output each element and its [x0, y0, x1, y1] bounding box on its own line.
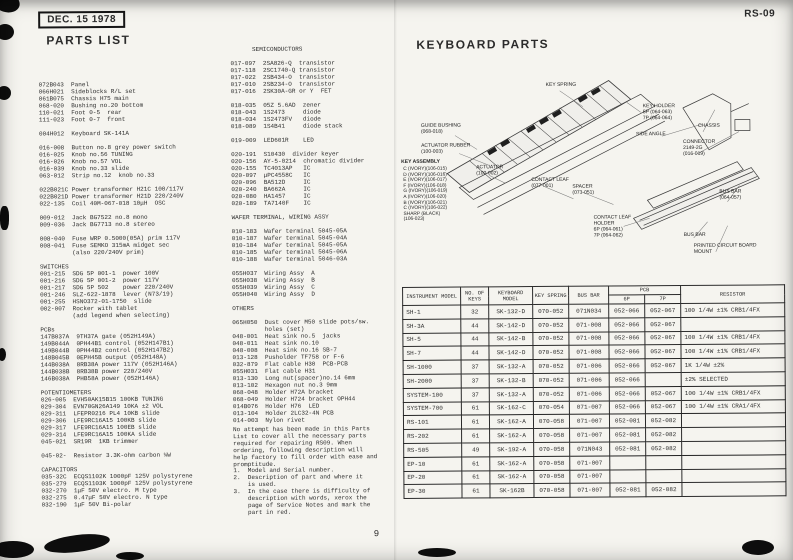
- col-header-resistor: RESISTOR: [681, 285, 785, 304]
- label-bus-bar-1: [719, 190, 741, 202]
- parts-line: 001-246 SLZ-622-1878 lever (N73/19): [40, 290, 174, 299]
- cell-no-of-keys: 61: [461, 401, 489, 415]
- cell-pcb-7p: 052-067: [645, 304, 681, 318]
- parts-line: 055H038 Wiring Assy B: [231, 276, 315, 285]
- table-row: [404, 482, 786, 498]
- cell-resistor: 1K 1/4W ±2%: [681, 358, 785, 373]
- label-line: CONTACT LEAF: [593, 214, 632, 221]
- cell-pcb-6p: 052-081: [609, 414, 645, 428]
- cell-pcb-6p: 052-066: [609, 304, 645, 318]
- cell-key-spring: 070-058: [534, 428, 570, 442]
- parts-line: 013-104 Holder 2LC32-4N PCB: [232, 409, 334, 418]
- label-key-assembly-list: [403, 167, 447, 223]
- parts-line: 061B075 Chassis H75 main: [38, 94, 129, 103]
- cell-keyboard-model: SK-142-B: [489, 332, 533, 346]
- parts-line: 065H050 Dust cover M50 slide pots/sw.: [232, 318, 370, 327]
- cell-pcb-7p: 052-067: [645, 400, 681, 414]
- label-contact-leaf-holder: [594, 215, 632, 239]
- parts-line: 048-001 Heat sink no.5 jacks: [232, 332, 341, 341]
- cell-key-spring: 070-058: [533, 415, 569, 429]
- cell-keyboard-model: SK-162-A: [490, 429, 534, 443]
- label-line: CONTACT LEAF: [531, 176, 569, 184]
- cell-pcb-6p: 052-066: [609, 373, 645, 387]
- parts-line: 022B021C Power transformer H21C 100/117V: [39, 185, 184, 194]
- parts-line: 035-32C ECQS1102K 1000pF 125V polystyrene: [41, 472, 193, 481]
- label-line: (100-003): [421, 148, 443, 155]
- cell-resistor: [682, 468, 786, 483]
- keyboard-parts-title: KEYBOARD PARTS: [416, 36, 550, 52]
- cell-bus-bar: 071-008: [569, 318, 609, 332]
- cell-instrument-model: RS-101: [403, 415, 461, 429]
- parts-line: 020-097 μPC4558C IC: [231, 171, 311, 180]
- parts-line: 017-097 2SA826-Q transistor: [230, 59, 335, 68]
- parts-line: 016-039 Knob no.33 slide: [39, 164, 130, 173]
- parts-line: (also 220/240V prim): [39, 248, 145, 257]
- cell-key-spring: 070-058: [534, 470, 570, 484]
- page-number: 9: [373, 529, 380, 540]
- parts-line: 010-183 Wafer terminal 5045-05A: [231, 227, 347, 236]
- cell-pcb-7p: 052-067: [645, 359, 681, 373]
- cell-key-spring: 070-052: [533, 346, 569, 360]
- cell-pcb-6p: 052-066: [609, 318, 645, 332]
- parts-line: 068-020 Bushing no.20 bottom: [38, 101, 144, 110]
- cell-resistor: 100 1/4W ±1% CRB1/4FX: [681, 303, 785, 318]
- cell-instrument-model: EP-10: [404, 457, 462, 471]
- cell-instrument-model: SH-7: [403, 346, 461, 360]
- col-header-pcb-7p: 7P: [645, 295, 681, 304]
- parts-line: 001-255 HSNO372-01-1750 slide: [40, 297, 152, 306]
- parts-line: 001-216 SDG 5P 001-2 power 117V: [39, 276, 159, 285]
- parts-line: 147B037A 9TH37A gate (052H149A): [40, 332, 156, 341]
- parts-line: 013-102 Hexagon nut no.3 9mm: [232, 381, 338, 390]
- cell-bus-bar: 071N034: [569, 304, 609, 318]
- cell-no-of-keys: 61: [462, 457, 490, 471]
- parts-line: PCBs: [40, 326, 55, 334]
- col-header-pcb-6p: 6P: [609, 295, 645, 304]
- label-key-spring: KEY SPRING: [545, 81, 577, 88]
- parts-line: 149B044A 0PH44B1 control (052H147B1): [40, 339, 174, 348]
- cell-resistor: [681, 317, 785, 332]
- cell-keyboard-model: SK-162-A: [490, 470, 534, 484]
- cell-keyboard-model: SK-162-A: [490, 456, 534, 470]
- label-bus-bar-2: BUS BAR: [683, 231, 706, 238]
- parts-line: SEMICONDUCTORS: [230, 45, 303, 54]
- parts-line: 017-022 2SB434-O transistor: [230, 73, 336, 82]
- note-line: No attempt has been made in this Parts: [233, 425, 370, 434]
- cell-keyboard-model: SK-132-D: [489, 305, 533, 319]
- note-line: 2. Description of part and where it: [233, 473, 364, 482]
- label-contact-leaf: [531, 178, 569, 190]
- cell-pcb-7p: 052-067: [645, 317, 681, 331]
- scan-artifact-blob: [0, 206, 9, 230]
- parts-line: 010-188 Wafer terminal 5046-03A: [231, 255, 348, 264]
- parts-line: 066H021 Sideblocks R/L set: [38, 87, 136, 96]
- parts-line: 001-217 SDG 5P 502 power 220/240V: [40, 283, 174, 292]
- label-spacer: [572, 185, 594, 197]
- cell-no-of-keys: 37: [461, 374, 489, 388]
- cell-bus-bar: 071-007: [569, 414, 609, 428]
- parts-line: 002-007 Rocker with tablet: [40, 304, 138, 313]
- parts-line: POTENTIOMETERS: [40, 389, 92, 397]
- cell-pcb-6p: 052-066: [609, 387, 645, 401]
- cell-pcb-7p: [646, 455, 682, 469]
- col-header-instrument-model: INSTRUMENT MODEL: [403, 287, 461, 305]
- label-line: PRINTED CIRCUIT BOARD: [693, 242, 757, 249]
- parts-line: 068-048 Holder H72A bracket: [232, 388, 334, 397]
- cell-no-of-keys: 44: [461, 332, 489, 346]
- cell-keyboard-model: SK-162-A: [489, 415, 533, 429]
- cell-key-spring: 070-052: [533, 359, 569, 373]
- parts-line: 068-049 Holder H724 bracket OPH44: [232, 395, 356, 404]
- parts-line: 063-012 Strip no.12 knob no.33: [39, 171, 155, 180]
- note-line: List to cover all the necessary parts: [233, 432, 367, 441]
- cell-bus-bar: 071-008: [569, 345, 609, 359]
- parts-line: 013-130 Long nut(spacer)no.14 6mm: [232, 374, 356, 383]
- cell-bus-bar: 071-008: [569, 332, 609, 346]
- cell-resistor: ±2% SELECTED: [681, 372, 785, 387]
- cell-bus-bar: 071-006: [569, 387, 609, 401]
- parts-line: 008-040 Fuse WRP 0.5000(05A) prim 117V: [39, 234, 181, 243]
- cell-pcb-7p: 052-067: [645, 345, 681, 359]
- label-side-angle: SIDE ANGLE: [635, 131, 666, 138]
- parts-line: 019-009 LED601R LED: [230, 136, 314, 145]
- cell-bus-bar: 071-007: [570, 483, 610, 497]
- label-line: ACTUATOR RUBBER: [421, 142, 471, 149]
- cell-pcb-7p: 052-067: [645, 331, 681, 345]
- parts-line: 020-155 TC4013AP IC: [231, 164, 311, 173]
- parts-line: 148B045B 0EPH45B output (052H148A): [40, 353, 167, 362]
- cell-keyboard-model: SK-142-D: [489, 318, 533, 332]
- parts-line: 072B043 Panel: [38, 81, 90, 89]
- label-line: MOUNT: [693, 248, 713, 255]
- cell-no-of-keys: 61: [462, 484, 490, 498]
- label-chassis: CHASSIS: [697, 122, 720, 129]
- col-header-key-spring: KEY SPRING: [533, 286, 569, 304]
- cell-bus-bar: 071-006: [569, 359, 609, 373]
- parts-line: CAPACITORS: [41, 466, 78, 474]
- parts-line: 020-191 S10430 divider keyer: [231, 150, 340, 159]
- cell-bus-bar: 071N043: [570, 442, 610, 456]
- note-line: part in red.: [233, 508, 292, 517]
- label-line: (077-001): [531, 182, 554, 189]
- cell-keyboard-model: SK-132-A: [489, 360, 533, 374]
- cell-instrument-model: SH-5: [403, 333, 461, 347]
- parts-line: 029-304 EVN70GN26A149 10KA ±2 VOL: [40, 402, 164, 411]
- cell-no-of-keys: 61: [461, 415, 489, 429]
- cell-resistor: [682, 427, 786, 442]
- parts-line: 020-156 AY-5-0214 chromatic divider: [231, 157, 365, 166]
- cell-instrument-model: EP-30: [404, 484, 462, 498]
- cell-no-of-keys: 44: [461, 319, 489, 333]
- label-line: 5P (064-063): [642, 108, 672, 116]
- parts-line: 014B076 Holder H76 LED: [232, 402, 320, 411]
- parts-line: 048-008 Heat sink no.16 SB-7: [232, 346, 337, 355]
- cell-keyboard-model: SK-132-B: [489, 374, 533, 388]
- cell-key-spring: 070-052: [533, 387, 569, 401]
- cell-no-of-keys: 37: [461, 360, 489, 374]
- parts-list-title: PARTS LIST: [46, 32, 131, 48]
- cell-instrument-model: EP-20: [404, 471, 462, 485]
- cell-instrument-model: SYSTEM-100: [403, 388, 461, 402]
- parts-line: 035-279 ECQS1103K 1000pF 125V polystyrene: [41, 479, 193, 488]
- cell-no-of-keys: 49: [462, 443, 490, 457]
- parts-line: 048-011 Heat sink no.10: [232, 339, 319, 348]
- cell-resistor: 100 1/4W ±1% CRA1/4FX: [681, 399, 785, 414]
- model-code: RS-09: [744, 8, 776, 20]
- parts-line: SWITCHES: [39, 263, 69, 271]
- note-line: help factory to fill order with ease and: [233, 452, 378, 461]
- parts-line: 016-025 Knob no.56 TUNING: [39, 150, 133, 159]
- cell-pcb-6p: 052-066: [609, 345, 645, 359]
- parts-line: 022-135 Coil 40M-067-018 10μH OSC: [39, 199, 166, 208]
- scan-artifact-blob: [116, 552, 144, 560]
- parts-line: 032-275 0.47μF 50V electro. N type: [41, 493, 168, 502]
- label-line: (073-051): [572, 189, 595, 196]
- label-line: 2149-2G: [683, 144, 703, 151]
- cell-pcb-6p: 052-081: [610, 483, 646, 497]
- col-header-keyboard-model: KEYBOARD MODEL: [489, 287, 533, 305]
- cell-key-spring: 070-052: [533, 304, 569, 318]
- parts-line: 013-128 Pusholder TF758 or F-6: [232, 353, 345, 362]
- cell-no-of-keys: 44: [461, 346, 489, 360]
- col-header-bus-bar: BUS BAR: [569, 286, 609, 304]
- parts-line: 055H040 Wiring Assy D: [232, 290, 315, 299]
- cell-instrument-model: RS-505: [404, 443, 462, 457]
- parts-line: 017-010 2SB234-O transistor: [230, 80, 336, 89]
- cell-keyboard-model: SK-162B: [490, 484, 534, 498]
- cell-instrument-model: SH-3A: [403, 319, 461, 333]
- label-line: (064-057): [719, 194, 742, 201]
- key-assembly-item: G (IVORY)(106-019): [403, 189, 448, 195]
- cell-keyboard-model: SK-142-D: [489, 346, 533, 360]
- label-line: KEY HOLDER: [642, 103, 675, 110]
- parts-line: 017-118 2SC1740-Q transistor: [230, 66, 335, 75]
- parts-line: 055H037 Wiring Assy A: [231, 269, 315, 278]
- parts-line: 020-096 BA512D IC: [231, 178, 311, 187]
- label-line: (016-019): [683, 150, 705, 157]
- parts-line: 020-080 HA1457 IC: [231, 192, 311, 201]
- parts-line: 029-311 LFEPR0216 PL4 10KB slide: [40, 409, 160, 418]
- parts-line: 032-190 1μF 50V Bi-polar: [41, 500, 132, 509]
- key-assembly-item: F (IVORY)(106-018): [403, 183, 447, 189]
- cell-instrument-model: SH-1: [403, 305, 461, 319]
- cell-keyboard-model: SK-192-A: [490, 443, 534, 457]
- cell-instrument-model: RS-202: [404, 429, 462, 443]
- parts-line: WAFER TERMINAL, WIRING ASSY: [231, 213, 329, 222]
- parts-line: 020-240 BA662A IC: [231, 185, 311, 194]
- parts-line: 009-012 Jack BG7522 no.8 mono: [39, 213, 148, 222]
- parts-line: 008-041 Fuse SEMKO 315mA midget sec: [39, 241, 170, 250]
- label-pcb-mount: [694, 243, 757, 255]
- scan-artifact-blob: [418, 548, 456, 557]
- key-assembly-item: SHARP (BLACK): [403, 211, 441, 217]
- key-assembly-item: E (IVORY)(106-017): [403, 177, 447, 184]
- cell-pcb-6p: 052-081: [610, 428, 646, 442]
- label-line: CONNECTOR: [683, 138, 716, 145]
- cell-no-of-keys: 61: [462, 429, 490, 443]
- cell-instrument-model: SYSTEM-700: [403, 402, 461, 416]
- label-actuator-rubber: [421, 143, 470, 155]
- cell-pcb-7p: 052-082: [646, 441, 682, 455]
- parts-line: 009-036 Jack BG7713 no.8 stereo: [39, 220, 155, 229]
- cell-no-of-keys: 32: [461, 305, 489, 319]
- label-connector: [683, 140, 715, 158]
- label-key-assembly-title: KEY ASSEMBLY: [401, 158, 440, 165]
- cell-pcb-7p: [646, 469, 682, 483]
- label-line: (068-018): [420, 128, 443, 135]
- parts-line: 045-02- Resistor 3.3K-ohm carbon ¼W: [41, 451, 171, 460]
- cell-key-spring: 070-058: [534, 484, 570, 498]
- label-line: BUS BAR: [719, 188, 742, 195]
- parts-line: 032-270 1μF 50V electro. M type: [41, 486, 157, 495]
- parts-line: 146B038A PHB58A power (052H146A): [40, 374, 160, 383]
- parts-line: 010-184 Wafer terminal 5045-05A: [231, 241, 347, 250]
- parts-line: 010-187 Wafer terminal 5045-04A: [231, 234, 347, 243]
- cell-keyboard-model: SK-132-A: [489, 387, 533, 401]
- cell-resistor: 100 1/4W ±1% CRB1/4FX: [681, 386, 785, 401]
- parts-line: 149B044B 0PH44B2 control (052H147B2): [40, 346, 174, 355]
- cell-key-spring: 070-052: [533, 332, 569, 346]
- parts-line: 016-008 Button no.8 grey power switch: [39, 143, 176, 152]
- cell-resistor: 100 1/4W ±1% CRB1/4FX: [681, 344, 785, 359]
- note-line: promptitude.: [233, 460, 277, 468]
- parts-line: 110-021 Foot 0-5 rear: [38, 108, 122, 117]
- parts-line: 029-317 LFE9RC16A15 100EB slide: [41, 423, 157, 432]
- note-line: 3. In the case there is difficulty of: [233, 487, 371, 496]
- label-line: 7P (064-062): [593, 232, 623, 239]
- note-line: description with words, xerox the: [233, 494, 367, 503]
- cell-key-spring: 070-058: [534, 442, 570, 456]
- cell-bus-bar: 071-006: [569, 373, 609, 387]
- parts-line: 111-023 Foot 0-7 front: [38, 115, 126, 124]
- parts-line: 010-185 Wafer terminal 5045-06A: [231, 248, 348, 257]
- parts-line: 018-034 1S2473FV diode: [230, 115, 321, 124]
- date-stamp: DEC. 15 1978: [38, 11, 125, 29]
- cell-pcb-7p: 052-067: [645, 386, 681, 400]
- cell-key-spring: 070-052: [533, 373, 569, 387]
- cell-key-spring: 070-052: [533, 318, 569, 332]
- parts-line: 144B038B 8RB38B power 220/240V: [40, 367, 153, 376]
- cell-no-of-keys: 61: [462, 470, 490, 484]
- key-assembly-item: B (IVORY)(106-021): [403, 200, 447, 206]
- note-line: is used.: [233, 481, 277, 489]
- parts-line: 029-314 LFE9RC16A15 100KA slide: [41, 430, 157, 439]
- cell-bus-bar: 071-007: [570, 470, 610, 484]
- cell-instrument-model: SH-1000: [403, 360, 461, 374]
- parts-line: 017-016 2SK30A-GR or Y FET: [230, 87, 332, 96]
- parts-line: 018-035 05Z 5.6AD zener: [230, 101, 321, 110]
- label-line: SPACER: [572, 183, 593, 190]
- cell-pcb-6p: [610, 456, 646, 470]
- parts-list-middle-column: [230, 45, 401, 424]
- parts-line: 055H031 Flat cable H31: [232, 367, 316, 376]
- parts-line: 014-003 Nylon rivet: [232, 416, 306, 425]
- key-assembly-item: C (IVORY)(106-015): [403, 166, 447, 172]
- parts-line: 026-005 EVH50AK15B15 100KB TUNING: [40, 395, 164, 404]
- cell-key-spring: 070-058: [534, 456, 570, 470]
- keyboard-parts-table: [402, 284, 786, 499]
- parts-line: 016-026 Knob no.57 VOL: [39, 157, 123, 166]
- scan-artifact-blob: [742, 540, 774, 555]
- cell-pcb-7p: [645, 372, 681, 386]
- parts-list-left-column: [39, 80, 234, 508]
- parts-line: 055H039 Wiring Assy C: [232, 283, 315, 292]
- label-actuator: [476, 165, 503, 177]
- note-line: page of Service Notes and mark the: [233, 501, 371, 510]
- parts-line: (add legend when selecting): [40, 311, 170, 320]
- cell-bus-bar: 071-007: [569, 401, 609, 415]
- cell-pcb-6p: 052-066: [609, 400, 645, 414]
- cell-pcb-6p: [610, 469, 646, 483]
- cell-pcb-6p: 052-066: [609, 331, 645, 345]
- cell-resistor: [682, 455, 786, 470]
- note-line: ordering, following description will: [233, 445, 363, 454]
- key-assembly-item: C (IVORY)(106-022): [403, 205, 448, 212]
- ordering-note: [233, 426, 404, 517]
- label-line: (100-002): [476, 170, 498, 177]
- note-line: 1. Model and Serial number.: [233, 466, 335, 475]
- parts-line: 020-189 TA7140F IC: [231, 199, 311, 208]
- cell-pcb-7p: 052-082: [646, 483, 682, 497]
- key-assembly-item: (106-023): [403, 217, 425, 223]
- col-header-no-of-keys: NO. OF KEYS: [461, 287, 489, 305]
- cell-pcb-7p: 052-082: [646, 428, 682, 442]
- parts-line: 144B038A 8RB38A power 117V (052H146A): [40, 360, 178, 369]
- cell-pcb-7p: 052-082: [645, 414, 681, 428]
- col-header-pcb: PCB: [609, 286, 681, 296]
- label-line: HOLDER: [593, 220, 615, 227]
- keyboard-diagram: [396, 49, 790, 284]
- cell-bus-bar: 071-007: [570, 456, 610, 470]
- cell-key-spring: 070-054: [533, 401, 569, 415]
- cell-instrument-model: SH-2000: [403, 374, 461, 388]
- parts-line: 001-215 SDG 5P 001-1 power 100V: [39, 269, 159, 278]
- parts-line: holes (set): [232, 325, 305, 334]
- cell-resistor: [682, 441, 786, 456]
- parts-line: 018-089 1S4B41 diode stack: [230, 122, 343, 131]
- cell-resistor: [682, 482, 786, 497]
- label-line: ACTUATOR: [476, 164, 504, 171]
- label-line: GUIDE BUSHING: [420, 122, 461, 129]
- parts-line: 018-043 1S2473 diode: [230, 108, 321, 117]
- cell-resistor: 100 1/4W ±1% CRB1/4FX: [681, 330, 785, 345]
- cell-keyboard-model: SK-162-C: [489, 401, 533, 415]
- cell-pcb-6p: 052-081: [610, 442, 646, 456]
- label-line: 7P (064-064): [642, 114, 673, 122]
- key-assembly-item: A (IVORY)(106-020): [403, 194, 447, 200]
- cell-pcb-6p: 052-066: [609, 359, 645, 373]
- note-line: required for repairing RS09. When: [233, 439, 352, 447]
- label-line: 6P (064-061): [593, 226, 623, 233]
- cell-bus-bar: 071-007: [570, 428, 610, 442]
- parts-line: 032-879 Flat cable H30 PCB-PCB: [232, 360, 348, 369]
- parts-line: 045-021 SR19R 1KB trimmer: [41, 437, 139, 446]
- parts-line: 029-306 LFE9RC16A15 100KB slide: [40, 416, 157, 425]
- label-key-holder: [643, 104, 675, 122]
- parts-line: OTHERS: [232, 304, 254, 313]
- parts-line: 022B021D Power transformer H21D 220/240V: [39, 192, 184, 201]
- label-guide-bushing: [421, 124, 461, 136]
- parts-line: 004H012 Keyboard SK-141A: [38, 129, 130, 138]
- cell-no-of-keys: 37: [461, 388, 489, 402]
- key-assembly-item: D (IVORY)(106-016): [403, 172, 447, 178]
- cell-resistor: [681, 413, 785, 428]
